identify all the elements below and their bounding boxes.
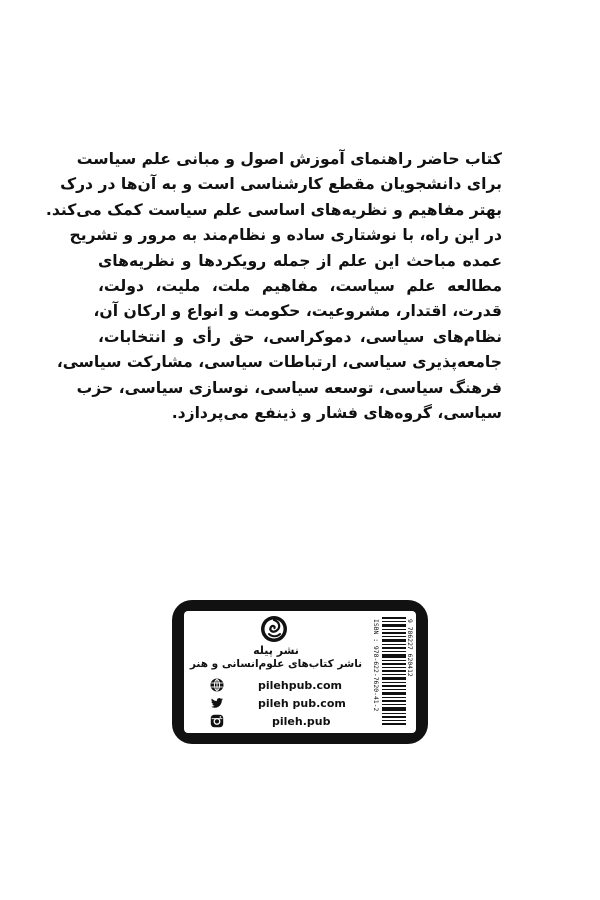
pileh-logo-icon (260, 615, 288, 643)
twitter-row (210, 695, 350, 711)
globe-icon (210, 678, 224, 692)
barcode-bars-icon (382, 617, 406, 727)
instagram-handle[interactable]: pileh.pub (272, 714, 331, 728)
blurb-line: سیاسی، گروه‌های فشار و ذینفع می‌پردازد. (171, 404, 502, 423)
isbn-barcode (370, 611, 416, 733)
twitter-bird-icon (210, 696, 224, 710)
twitter-handle[interactable]: pileh pub.com (258, 696, 346, 710)
barcode-digits: 9 786227 620412 (406, 619, 414, 677)
publisher-tagline: ناشر کتاب‌های علوم‌انسانی و هنر (189, 658, 363, 670)
back-cover-blurb (45, 147, 502, 426)
blurb-line: در این راه، با نوشتاری ساده و نظام‌مند به مرور و تشریح (69, 226, 502, 245)
website-row (210, 677, 350, 693)
blurb-line: بهتر مفاهیم و نظریه‌های اساسی علم سیاست کمک می‌کند. (45, 200, 502, 219)
blurb-line: نظام‌های سیاسی، دموکراسی، حق رأی و انتخابات، (98, 327, 502, 346)
blurb-line: جامعه‌پذیری سیاسی، ارتباطات سیاسی، مشارکت سیاسی، (56, 353, 502, 372)
isbn-label: ISBN : 978-622-7620-41-2 (372, 619, 380, 712)
publisher-box (172, 600, 428, 744)
blurb-line: مطالعه علم سیاست، مفاهیم ملت، ملیت، دولت، (98, 277, 502, 296)
instagram-icon (210, 714, 224, 728)
website-link[interactable]: pilehpub.com (258, 678, 343, 692)
blurb-line: فرهنگ سیاسی، توسعه سیاسی، نوسازی سیاسی، حزب (76, 378, 502, 397)
blurb-line: کتاب حاضر راهنمای آموزش اصول و مبانی علم سیاست (76, 150, 502, 168)
blurb-line: عمده مباحث این علم از جمله رویکردها و نظریه‌های (98, 251, 502, 270)
publisher-name: نشر پیله (253, 644, 299, 657)
blurb-line: قدرت، اقتدار، مشروعیت، حکومت و انواع و ارکان آن، (93, 302, 502, 321)
publisher-box-inner (184, 611, 416, 733)
instagram-row (210, 713, 350, 729)
blurb-line: برای دانشجویان مقطع کارشناسی است و به آن‌ها در درک (60, 175, 502, 194)
